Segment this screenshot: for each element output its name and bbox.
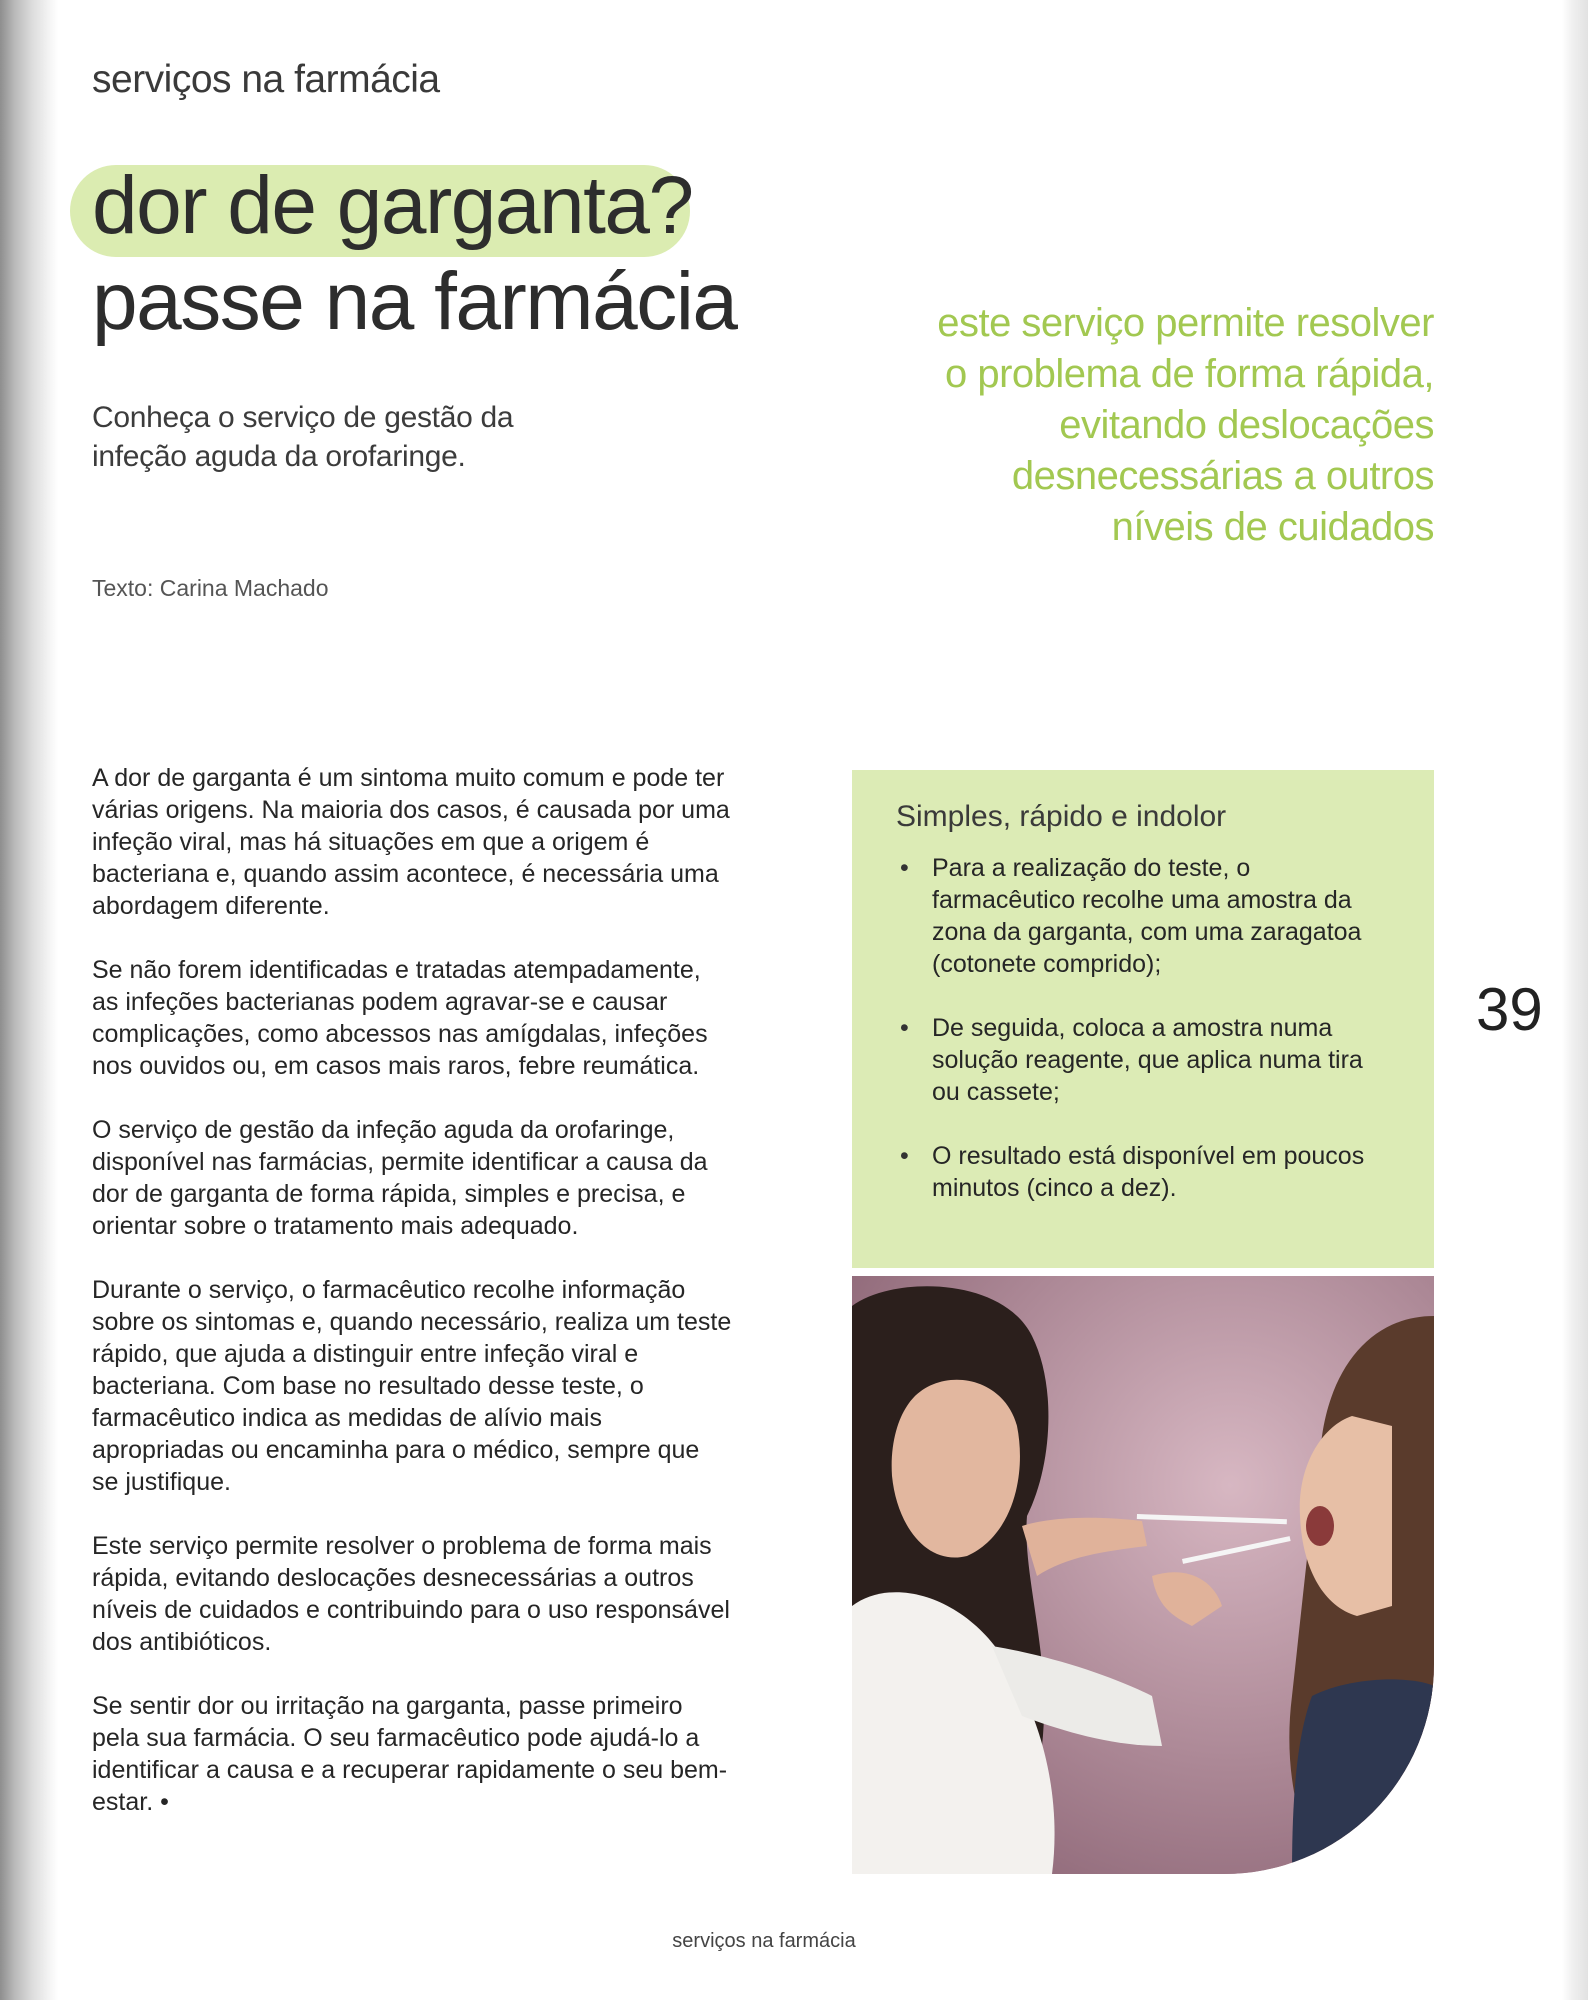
info-box-item: • Para a realização do teste, o farmacêutico recolhe uma amostra da zona da garganta, com uma zaragatoa (cotonete comprido); [896,852,1394,980]
headline-line-2: passe na farmácia [92,256,737,347]
body-paragraph: O serviço de gestão da infeção aguda da orofaringe, disponível nas farmácias, permite identificar a causa da dor de garganta de forma rápida, simples e precisa, e orientar sobre o tratamento mais adequado. [92,1116,708,1240]
subtitle: Conheça o serviço de gestão da infeção aguda da orofaringe. [92,401,514,473]
body-paragraph: Se sentir dor ou irritação na garganta, passe primeiro pela sua farmácia. O seu farmacêutico pode ajudá-lo a identificar a causa e a recuperar rapidamente o seu bem-estar. • [92,1692,728,1816]
info-box-item: • De seguida, coloca a amostra numa solução reagente, que aplica numa tira ou cassete; [896,1012,1394,1108]
body-paragraph: A dor de garganta é um sintoma muito comum e pode ter várias origens. Na maioria dos casos, é causada por uma infeção viral, mas há situações em que a origem é bacteriana e, quando assim acontece, é necessária uma abordagem diferente. [92,764,730,920]
byline: Texto: Carina Machado [92,575,329,601]
body-paragraph: Durante o serviço, o farmacêutico recolhe informação sobre os sintomas e, quando necessário, realiza um teste rápido, que ajuda a distinguir entre infeção viral e bacteriana. Com base no resultado desse teste, o farmacêutico indica as medidas de alívio mais apropriadas ou encaminha para o médico, sempre que se justifique. [92,1276,732,1496]
info-box [852,770,1434,1268]
headline-line-1: dor de garganta? [92,160,693,251]
section-label: serviços na farmácia [92,58,440,101]
article-body [92,762,732,1850]
headline [92,158,737,350]
pull-quote: este serviço permite resolver o problema de forma rápida, evitando deslocações desnecessárias a outros níveis de cuidados [937,301,1434,549]
info-box-title: Simples, rápido e indolor [896,800,1227,833]
page-right-edge [1562,0,1588,2000]
page-spine-shadow [0,0,58,2000]
pharmacist-throat-swab-photo [852,1276,1434,1874]
body-paragraph: Se não forem identificadas e tratadas atempadamente, as infeções bacterianas podem agravar-se e causar complicações, como abcessos nas amígdalas, infeções nos ouvidos ou, em casos mais raros, febre reumática. [92,956,708,1080]
info-box-item: • O resultado está disponível em poucos minutos (cinco a dez). [896,1140,1394,1204]
info-box-list [896,852,1394,1204]
body-paragraph: Este serviço permite resolver o problema de forma mais rápida, evitando deslocações desnecessárias a outros níveis de cuidados e contribuindo para o uso responsável dos antibióticos. [92,1532,730,1656]
footer-label: serviços na farmácia [672,1930,856,1952]
page-number: 39 [1476,976,1543,1043]
